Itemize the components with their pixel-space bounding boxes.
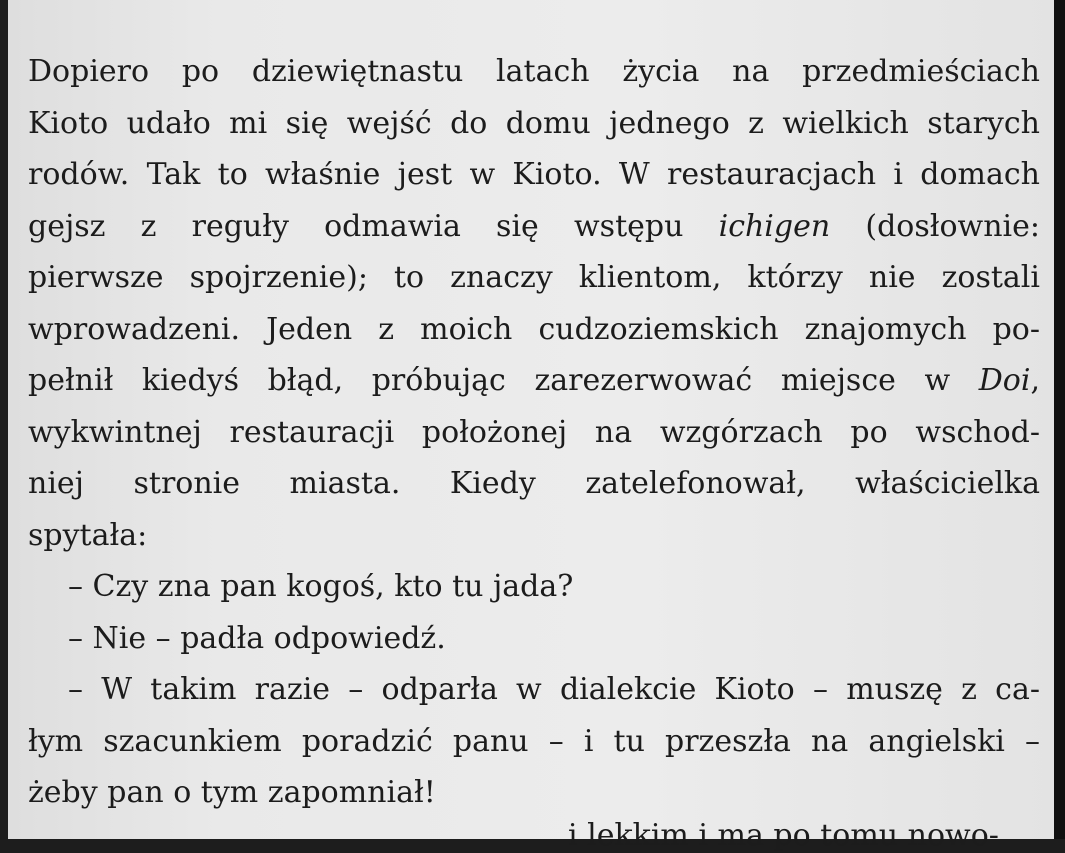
text-line <box>28 201 1040 253</box>
book-page <box>8 0 1054 853</box>
italic-term: ichigen <box>718 208 831 244</box>
text-segment: gejsz z reguły odmawia się wstępu <box>28 208 719 244</box>
text-line: – Nie – padła odpowiedź. <box>68 620 446 656</box>
text-line <box>28 355 1040 407</box>
text-line: łym szacunkiem poradzić panu – i tu przeszła na angielski – <box>28 723 1040 759</box>
text-line: Kioto udało mi się wejść do domu jednego z wielkich starych <box>28 105 1040 141</box>
text-line: spytała: <box>28 517 148 553</box>
cut-off-text-line: i lekkim i ma po tomu nowo- <box>568 818 999 853</box>
text-line: niej stronie miasta. Kiedy zatelefonował, właścicielka <box>28 466 1040 501</box>
text-line: wprowadzeni. Jeden z moich cudzoziemskich znajomych po- <box>28 311 1040 347</box>
text-line: pierwsze spojrzenie); to znaczy klientom, którzy nie zostali <box>28 260 1040 295</box>
text-segment: pełnił kiedyś błąd, próbując zarezerwować miejsce w <box>28 363 979 398</box>
dark-screen-edge <box>1054 0 1065 839</box>
text-line: wykwintnej restauracji położonej na wzgórzach po wschod- <box>28 414 1040 450</box>
text-line: – Czy zna pan kogoś, kto tu jada? <box>68 569 574 604</box>
text-line: – W takim razie – odparła w dialekcie Kioto – muszę z ca- <box>68 672 1040 707</box>
text-line: Dopiero po dziewiętnastu latach życia na przedmieściach <box>28 54 1040 89</box>
text-line: rodów. Tak to właśnie jest w Kioto. W restauracjach i domach <box>28 157 1040 192</box>
italic-term: Doi <box>978 363 1031 398</box>
text-line: żeby pan o tym zapomniał! <box>28 775 436 810</box>
text-segment: , <box>1030 363 1040 398</box>
page-body-text <box>28 46 1040 819</box>
text-segment: (dosłownie: <box>830 208 1040 244</box>
